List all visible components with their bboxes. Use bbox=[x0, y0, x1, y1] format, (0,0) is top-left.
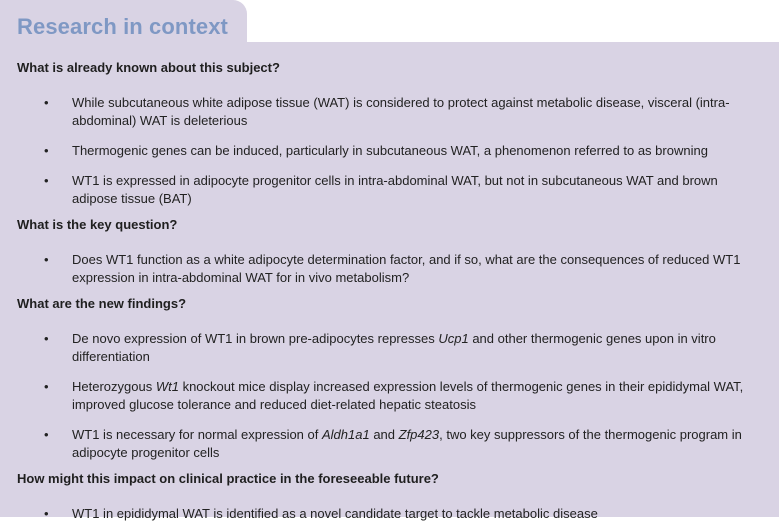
list-item: • WT1 is necessary for normal expression of Aldh1a1 and Zfp423, two key suppressors of the thermogenic program in adipocyte progenitor cells bbox=[44, 427, 742, 460]
list-item: • WT1 is expressed in adipocyte progenitor cells in intra-abdominal WAT, but not in subcutaneous WAT and brown adipose tissue (BAT) bbox=[44, 173, 718, 206]
section-new-findings bbox=[0, 295, 779, 462]
bullet-list bbox=[0, 488, 779, 523]
bullet-icon: • bbox=[44, 331, 49, 346]
list-item: • Thermogenic genes can be induced, particularly in subcutaneous WAT, a phenomenon referred to as browning bbox=[44, 143, 708, 158]
list-item: • Does WT1 function as a white adipocyte determination factor, and if so, what are the consequences of reduced WT1 expression in intra-abdominal WAT for in vivo metabolism? bbox=[44, 252, 741, 285]
section-heading: How might this impact on clinical practice in the foreseeable future? bbox=[17, 471, 439, 486]
section-heading: What is already known about this subject? bbox=[17, 60, 280, 75]
gene-name: Aldh1a1 bbox=[321, 427, 370, 442]
bullet-icon: • bbox=[44, 95, 49, 110]
list-item: • While subcutaneous white adipose tissue (WAT) is considered to protect against metabolic disease, visceral (intra-abdominal) WAT is deleterious bbox=[44, 95, 730, 128]
bullet-icon: • bbox=[44, 427, 49, 442]
content bbox=[0, 59, 779, 523]
list-item: • WT1 in epididymal WAT is identified as a novel candidate target to tackle metabolic disease bbox=[44, 506, 598, 521]
bullet-icon: • bbox=[44, 506, 49, 521]
bullet-icon: • bbox=[44, 173, 49, 188]
section-known bbox=[0, 59, 779, 208]
list-item: • De novo expression of WT1 in brown pre-adipocytes represses Ucp1 and other thermogenic genes upon in vitro differentiation bbox=[44, 331, 716, 364]
section-heading: What is the key question? bbox=[17, 217, 178, 232]
bullet-list bbox=[0, 313, 779, 462]
gene-name: Ucp1 bbox=[438, 331, 469, 346]
gene-name: Zfp423 bbox=[398, 427, 440, 442]
bullet-list bbox=[0, 234, 779, 287]
bullet-icon: • bbox=[44, 252, 49, 267]
list-item: • Heterozygous Wt1 knockout mice display increased expression levels of thermogenic genes in their epididymal WAT, improved glucose tolerance and reduced diet-related hepatic steatosis bbox=[44, 379, 744, 412]
bullet-icon: • bbox=[44, 379, 49, 394]
section-heading: What are the new findings? bbox=[17, 296, 187, 311]
section-clinical-impact bbox=[0, 470, 779, 523]
gene-name: Wt1 bbox=[155, 379, 179, 394]
bullet-icon: • bbox=[44, 143, 49, 158]
bullet-list bbox=[0, 77, 779, 208]
box-title: Research in context bbox=[17, 14, 228, 39]
section-key-question bbox=[0, 216, 779, 287]
